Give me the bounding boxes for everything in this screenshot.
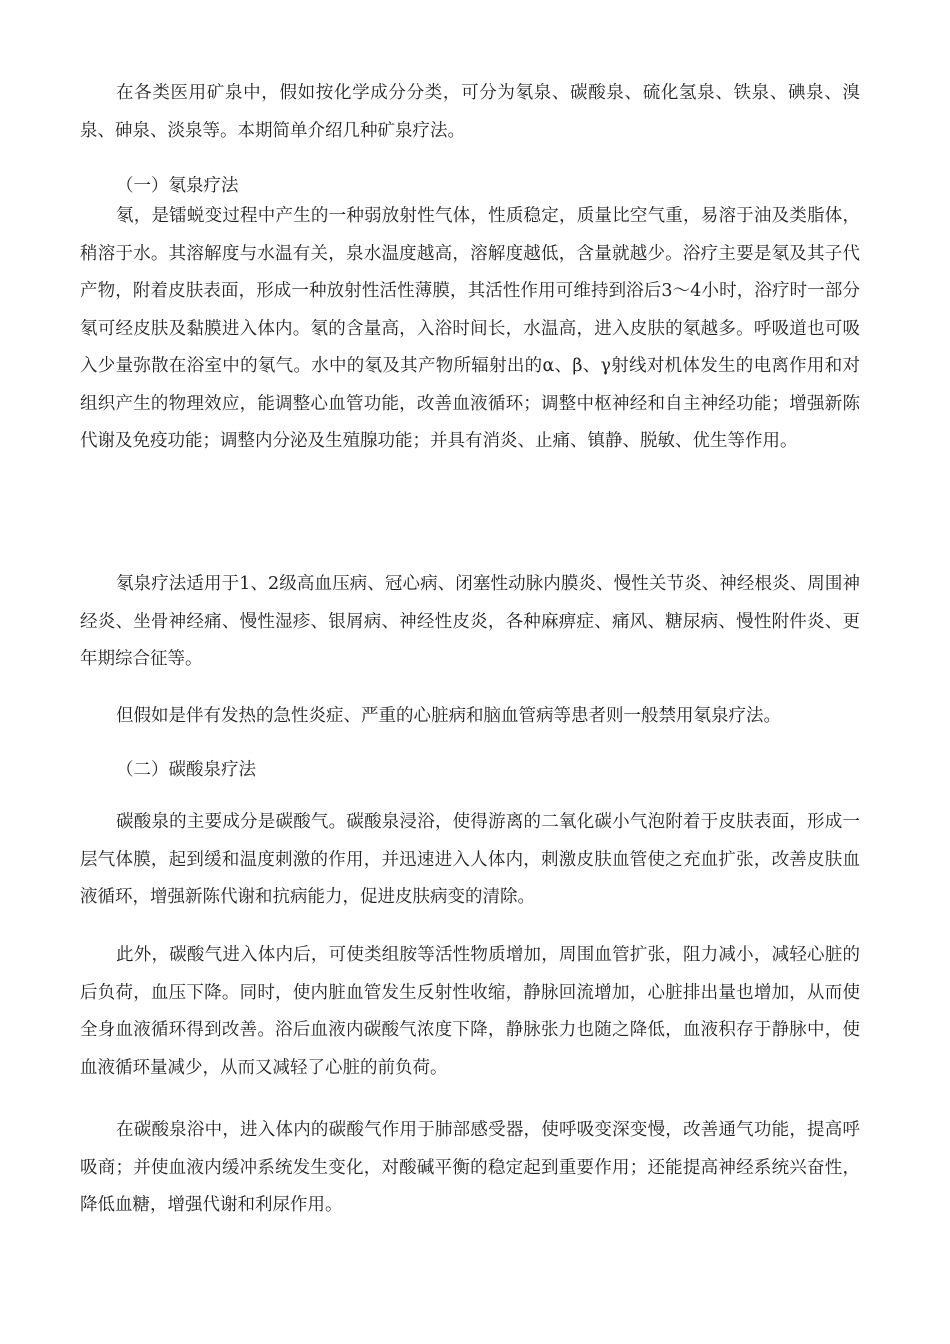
- carbonic-respiration-paragraph: 在碳酸泉浴中，进入体内的碳酸气作用于肺部感受器，使呼吸变深变慢，改善通气功能，提高呼吸商；并使血液内缓冲系统发生变化，对酸碱平衡的稳定起到重要作用；还能提高神经系统兴奋性，降低血糖，增强代谢和利尿作用。: [80, 1120, 860, 1215]
- radon-description-paragraph: 氡，是镭蜕变过程中产生的一种弱放射性气体，性质稳定，质量比空气重，易溶于油及类脂体，稍溶于水。其溶解度与水温有关，泉水温度越高，溶解度越低，含量就越少。浴疗主要是氡及其子代产物，附着皮肤表面，形成一种放射性活性薄膜，其活性作用可维持到浴后3～4小时，浴疗时一部分氡可经皮肤及黏膜进入体内。氡的含量高，入浴时间长，水温高，进入皮肤的氡越多。呼吸道也可吸入少量弥散在浴室中的氡气。水中的氡及其产物所辐射出的α、β、γ射线对机体发生的电离作用和对组织产生的物理效应，能调整心血管功能，改善血液循环；调整中枢神经和自主神经功能；增强新陈代谢及免疫功能；调整内分泌及生殖腺功能；并具有消炎、止痛、镇静、脱敏、优生等作用。: [80, 206, 860, 451]
- carbonic-circulation-paragraph: 此外，碳酸气进入体内后，可使类组胺等活性物质增加，周围血管扩张，阻力减小，减轻心脏的后负荷，血压下降。同时，使内脏血管发生反射性收缩，静脉回流增加，心脏排出量也增加，从而使全身血液循环得到改善。浴后血液内碳酸气浓度下降，静脉张力也随之降低，血液积存于静脉中，使血液循环量减少，从而又减轻了心脏的前负荷。: [80, 945, 860, 1078]
- carbonic-description-paragraph: 碳酸泉的主要成分是碳酸气。碳酸泉浸浴，使得游离的二氧化碳小气泡附着于皮肤表面，形成一层气体膜，起到缓和温度刺激的作用，并迅速进入人体内，刺激皮肤血管使之充血扩张，改善皮肤血液循环，增强新陈代谢和抗病能力，促进皮肤病变的清除。: [80, 812, 860, 907]
- radon-contraindications-paragraph: 但假如是伴有发热的急性炎症、严重的心脏病和脑血管病等患者则一般禁用氡泉疗法。: [116, 706, 781, 726]
- intro-paragraph: 在各类医用矿泉中，假如按化学成分分类，可分为氡泉、碳酸泉、硫化氢泉、铁泉、碘泉、溴泉、砷泉、淡泉等。本期简单介绍几种矿泉疗法。: [80, 83, 860, 141]
- radon-indications-paragraph: 氡泉疗法适用于1、2级高血压病、冠心病、闭塞性动脉内膜炎、慢性关节炎、神经根炎、周围神经炎、坐骨神经痛、慢性湿疹、银屑病、神经性皮炎，各种麻痹症、痛风、糖尿病、慢性附件炎、更年期综合征等。: [80, 574, 860, 669]
- section-heading-radon: （一）氡泉疗法: [116, 176, 239, 196]
- section-heading-carbonic: （二）碳酸泉疗法: [116, 760, 256, 780]
